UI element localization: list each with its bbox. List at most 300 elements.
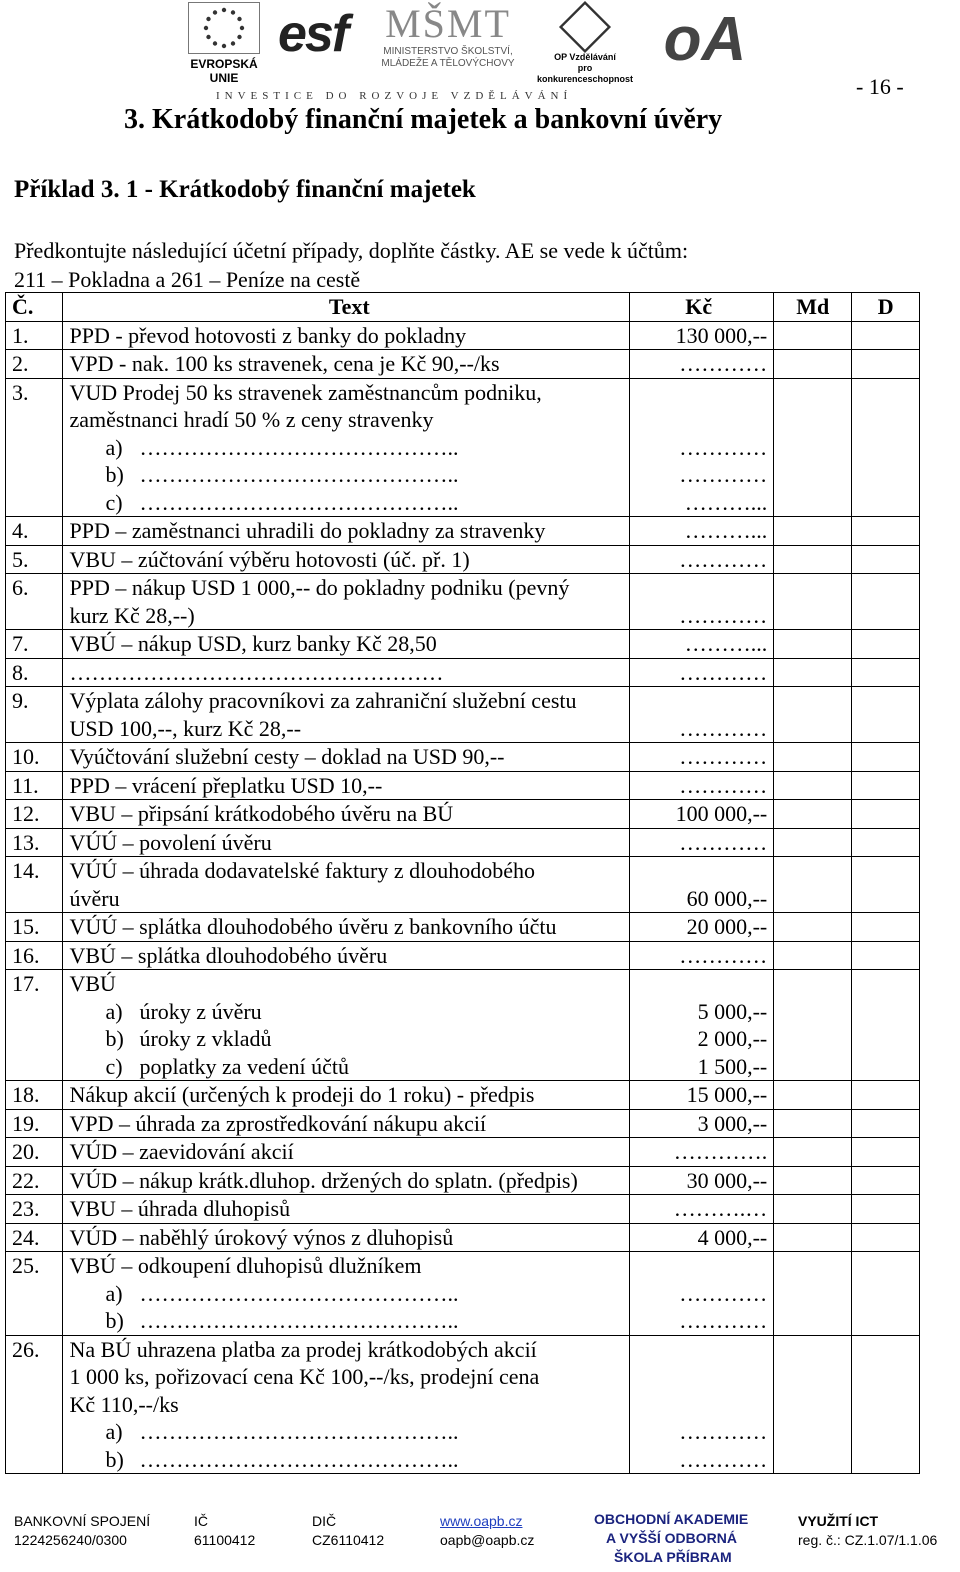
subitem-label: a) — [105, 1419, 123, 1444]
row-amount-line — [630, 1363, 767, 1391]
msmt-line-2: MLÁDEŽE A TĚLOVÝCHOVY — [381, 58, 515, 69]
header-d: D — [852, 293, 920, 322]
row-amount — [630, 771, 774, 800]
row-subitem — [69, 998, 629, 1026]
bank-value: 1224256240/0300 — [14, 1532, 127, 1548]
row-number: 20. — [6, 1138, 63, 1167]
row-text-line: Výplata zálohy pracovníkovi za zahraniční služební cestu — [69, 688, 577, 713]
row-md-cell[interactable] — [774, 1081, 852, 1110]
email-text: oapb@oapb.cz — [440, 1532, 535, 1548]
row-subitem — [69, 1280, 629, 1308]
row-amount — [630, 321, 774, 350]
footer — [0, 1508, 960, 1572]
row-text-line: VÚD – nákup krátk.dluhop. držených do splatn. (předpis) — [69, 1167, 578, 1193]
row-md-cell[interactable] — [774, 1223, 852, 1252]
row-d-cell[interactable] — [852, 800, 920, 829]
row-text — [63, 321, 630, 350]
oa-logo — [644, 0, 766, 82]
table-row — [6, 1252, 920, 1336]
row-d-cell[interactable] — [852, 658, 920, 687]
header-md: Md — [774, 293, 852, 322]
row-number: 2. — [6, 350, 63, 379]
intro-line-2: 211 – Pokladna a 261 – Peníze na cestě — [14, 267, 361, 292]
school-line-3: ŠKOLA PŘÍBRAM — [614, 1549, 732, 1565]
table-row — [6, 913, 920, 942]
table-row — [6, 941, 920, 970]
footer-ic — [194, 1512, 255, 1550]
header-kc: Kč — [630, 293, 774, 322]
row-amount-line: ………... — [684, 518, 768, 543]
row-md-cell[interactable] — [774, 941, 852, 970]
row-amount-line: 2 000,-- — [697, 1026, 768, 1051]
row-text — [63, 1081, 630, 1110]
row-text — [63, 630, 630, 659]
example-title: Příklad 3. 1 - Krátkodobý finanční majetek — [14, 176, 476, 203]
msmt-mark: MŠMT — [385, 1, 511, 46]
ledger-body — [6, 321, 920, 1474]
row-text-line: VBÚ – nákup USD, kurz banky Kč 28,50 — [69, 631, 437, 656]
row-subitem — [69, 1053, 629, 1081]
row-amount — [630, 1109, 774, 1138]
subitem-label: c) — [105, 1053, 123, 1079]
row-amount-line: ………... — [684, 489, 768, 515]
row-d-cell[interactable] — [852, 828, 920, 857]
row-md-cell[interactable] — [774, 517, 852, 546]
row-amount-line — [630, 406, 767, 434]
row-number: 1. — [6, 321, 63, 350]
row-amount-line: 20 000,-- — [686, 914, 768, 939]
footer-contact — [440, 1512, 534, 1550]
row-md-cell[interactable] — [774, 771, 852, 800]
row-text-line: VÚD – naběhlý úrokový výnos z dluhopisů — [69, 1224, 454, 1250]
row-amount — [630, 630, 774, 659]
row-amount — [630, 1166, 774, 1195]
row-amount — [630, 1335, 774, 1474]
table-row — [6, 545, 920, 574]
msmt-line-1: MINISTERSTVO ŠKOLSTVÍ, — [383, 46, 513, 57]
row-text — [63, 1166, 630, 1195]
row-text-line: VBÚ — [69, 971, 116, 996]
row-amount-line — [630, 1391, 767, 1419]
row-amount-line: ………… — [679, 772, 768, 798]
table-row — [6, 574, 920, 630]
chapter-title: 3. Krátkodobý finanční majetek a bankovní úvěry — [124, 104, 723, 135]
row-md-cell[interactable] — [774, 857, 852, 913]
table-header-row — [6, 293, 920, 322]
row-text-line: VBÚ – odkoupení dluhopisů dlužníkem — [69, 1253, 422, 1278]
row-d-cell[interactable] — [852, 378, 920, 517]
page-number: - 16 - — [856, 74, 904, 99]
use-ict-label: VYUŽITÍ ICT — [798, 1513, 879, 1529]
row-number: 11. — [6, 771, 63, 800]
row-amount-line: ………… — [679, 462, 768, 487]
row-amount — [630, 687, 774, 743]
row-text-line: úvěru — [69, 885, 120, 911]
footer-bank — [14, 1512, 150, 1550]
row-number: 10. — [6, 743, 63, 772]
row-amount-line: 30 000,-- — [686, 1167, 768, 1193]
row-md-cell[interactable] — [774, 574, 852, 630]
row-text — [63, 857, 630, 913]
row-number: 22. — [6, 1166, 63, 1195]
intro-text — [14, 236, 688, 294]
row-amount — [630, 1252, 774, 1336]
row-text-line: 1 000 ks, pořizovací cena Kč 100,--/ks, prodejní cena — [69, 1364, 540, 1389]
table-row — [6, 517, 920, 546]
subitem-text: …………………………………….. — [139, 462, 459, 487]
row-number: 23. — [6, 1195, 63, 1224]
row-text-line: VBU – zúčtování výběru hotovosti (úč. př. 1) — [69, 546, 470, 572]
row-md-cell[interactable] — [774, 350, 852, 379]
row-text — [63, 743, 630, 772]
subitem-text: …………………………………….. — [139, 489, 459, 515]
row-amount-line: ………… — [679, 546, 768, 572]
table-row — [6, 1223, 920, 1252]
row-amount-line: 60 000,-- — [686, 885, 768, 911]
row-amount — [630, 378, 774, 517]
row-amount-line: ………… — [679, 659, 768, 685]
row-amount-line — [630, 1336, 767, 1364]
row-text-line: Na BÚ uhrazena platba za prodej krátkodobých akcií — [69, 1336, 537, 1362]
row-amount — [630, 828, 774, 857]
row-number: 7. — [6, 630, 63, 659]
table-row — [6, 350, 920, 379]
row-d-cell[interactable] — [852, 1109, 920, 1138]
row-amount-line: ………… — [679, 1419, 768, 1444]
row-amount-line: 4 000,-- — [697, 1224, 768, 1250]
ic-label: IČ — [194, 1513, 208, 1529]
subitem-label: a) — [105, 998, 123, 1024]
table-row — [6, 378, 920, 517]
row-amount — [630, 658, 774, 687]
row-text — [63, 1335, 630, 1474]
row-number: 16. — [6, 941, 63, 970]
row-amount-line: ………... — [684, 631, 768, 656]
row-md-cell[interactable] — [774, 828, 852, 857]
row-text-line: VPD – úhrada za zprostředkování nákupu akcií — [69, 1110, 487, 1136]
row-text-line: VBÚ – splátka dlouhodobého úvěru — [69, 942, 388, 968]
row-number: 3. — [6, 378, 63, 517]
subitem-text: úroky z úvěru — [139, 998, 262, 1024]
row-amount — [630, 800, 774, 829]
row-number: 18. — [6, 1081, 63, 1110]
row-amount-line — [630, 857, 767, 885]
esf-label: esf — [278, 5, 348, 63]
row-amount — [630, 545, 774, 574]
row-amount-line: 5 000,-- — [697, 998, 768, 1024]
row-text — [63, 1138, 630, 1167]
row-text — [63, 913, 630, 942]
footer-dic — [312, 1512, 384, 1550]
row-text — [63, 828, 630, 857]
row-subitem — [69, 461, 629, 489]
row-d-cell[interactable] — [852, 1335, 920, 1474]
row-amount-line: …………. — [673, 1139, 768, 1164]
row-d-cell[interactable] — [852, 321, 920, 350]
row-text — [63, 771, 630, 800]
row-md-cell[interactable] — [774, 630, 852, 659]
row-amount-line: ………… — [679, 1308, 768, 1333]
row-number: 12. — [6, 800, 63, 829]
table-row — [6, 828, 920, 857]
row-md-cell[interactable] — [774, 800, 852, 829]
row-md-cell[interactable] — [774, 1252, 852, 1336]
row-amount — [630, 350, 774, 379]
oa-mark: oA — [663, 5, 747, 74]
row-d-cell[interactable] — [852, 771, 920, 800]
table-row — [6, 1335, 920, 1474]
row-text-line: …………………………………………… — [69, 659, 444, 685]
row-text-line: Kč 110,--/ks — [69, 1391, 179, 1417]
row-amount-line: 1 500,-- — [697, 1053, 768, 1079]
footer-ict — [798, 1512, 937, 1550]
table-row — [6, 1166, 920, 1195]
dic-label: DIČ — [312, 1513, 337, 1529]
row-text — [63, 1195, 630, 1224]
table-row — [6, 1195, 920, 1224]
subitem-text: …………………………………….. — [139, 1419, 459, 1444]
subitem-label: c) — [105, 489, 123, 515]
row-amount-line: ……….… — [673, 1196, 768, 1221]
row-text — [63, 574, 630, 630]
esf-logo — [278, 4, 364, 78]
row-text — [63, 378, 630, 517]
table-row — [6, 970, 920, 1081]
row-amount-line — [630, 574, 767, 602]
row-d-cell[interactable] — [852, 913, 920, 942]
op-logo — [530, 2, 640, 84]
row-number: 24. — [6, 1223, 63, 1252]
row-text — [63, 800, 630, 829]
bank-label: BANKOVNÍ SPOJENÍ — [14, 1513, 151, 1529]
subitem-label: b) — [105, 1446, 124, 1472]
row-text-line: VBU – úhrada dluhopisů — [69, 1196, 291, 1221]
row-amount — [630, 517, 774, 546]
row-number: 15. — [6, 913, 63, 942]
row-subitem — [69, 1418, 629, 1446]
op-diamond-icon — [559, 1, 611, 53]
row-amount-line: ………… — [679, 1280, 768, 1306]
row-subitem — [69, 1025, 629, 1053]
eu-logo — [176, 0, 272, 85]
row-number: 25. — [6, 1252, 63, 1336]
subitem-text: úroky z vkladů — [139, 1026, 272, 1051]
row-text-line: VÚD – zaevidování akcií — [69, 1139, 294, 1164]
row-amount — [630, 574, 774, 630]
school-name — [594, 1510, 748, 1567]
row-amount-line: 100 000,-- — [675, 801, 768, 826]
row-number: 14. — [6, 857, 63, 913]
row-amount-line — [630, 687, 767, 715]
row-amount-line: 130 000,-- — [675, 322, 768, 348]
row-text — [63, 1252, 630, 1336]
row-text-line: kurz Kč 28,--) — [69, 602, 195, 628]
row-amount — [630, 1195, 774, 1224]
row-text-line: PPD – nákup USD 1 000,-- do pokladny podniku (pevný — [69, 575, 570, 600]
row-d-cell[interactable] — [852, 687, 920, 743]
row-amount-line: ………… — [679, 1446, 768, 1472]
row-amount — [630, 941, 774, 970]
row-amount-line: ………… — [679, 715, 768, 741]
row-md-cell[interactable] — [774, 545, 852, 574]
table-row — [6, 658, 920, 687]
row-amount-line: ………… — [679, 434, 768, 460]
row-d-cell[interactable] — [852, 941, 920, 970]
row-text — [63, 941, 630, 970]
row-text-line: Vyúčtování služební cesty – doklad na USD 90,-- — [69, 744, 505, 769]
row-text-line: PPD - převod hotovosti z banky do pokladny — [69, 322, 467, 348]
row-amount — [630, 913, 774, 942]
row-subitem — [69, 489, 629, 517]
row-number: 6. — [6, 574, 63, 630]
investice-tagline: INVESTICE DO ROZVOJE VZDĚLÁVÁNÍ — [216, 90, 573, 102]
row-d-cell[interactable] — [852, 1138, 920, 1167]
row-amount-line: ………… — [679, 829, 768, 855]
row-md-cell[interactable] — [774, 1109, 852, 1138]
row-amount-line — [630, 379, 767, 407]
row-text-line: zaměstnanci hradí 50 % z ceny stravenky — [69, 407, 434, 432]
row-text — [63, 1223, 630, 1252]
row-text — [63, 687, 630, 743]
row-md-cell[interactable] — [774, 970, 852, 1081]
web-link[interactable]: www.oapb.cz — [440, 1513, 523, 1529]
row-text-line: VUD Prodej 50 ks stravenek zaměstnancům podniku, — [69, 379, 542, 405]
row-d-cell[interactable] — [852, 1252, 920, 1336]
header-logos — [0, 0, 960, 110]
row-subitem — [69, 434, 629, 462]
row-d-cell[interactable] — [852, 350, 920, 379]
row-subitem — [69, 1307, 629, 1335]
reg-value: reg. č.: CZ.1.07/1.1.06 — [798, 1532, 938, 1548]
table-row — [6, 800, 920, 829]
subitem-text: poplatky za vedení účtů — [139, 1053, 350, 1079]
row-text-line: Nákup akcií (určených k prodeji do 1 roku) - předpis — [69, 1082, 535, 1107]
row-d-cell[interactable] — [852, 1081, 920, 1110]
eu-flag-icon — [188, 2, 260, 54]
header-no: Č. — [6, 293, 63, 322]
row-amount — [630, 1081, 774, 1110]
row-number: 26. — [6, 1335, 63, 1474]
row-number: 9. — [6, 687, 63, 743]
msmt-logo — [368, 2, 528, 80]
row-text — [63, 517, 630, 546]
subitem-text: …………………………………….. — [139, 1308, 459, 1333]
table-row — [6, 1081, 920, 1110]
row-number: 13. — [6, 828, 63, 857]
subitem-label: a) — [105, 434, 123, 460]
row-md-cell[interactable] — [774, 687, 852, 743]
row-amount — [630, 857, 774, 913]
row-md-cell[interactable] — [774, 378, 852, 517]
subitem-label: a) — [105, 1280, 123, 1306]
row-number: 19. — [6, 1109, 63, 1138]
row-subitem — [69, 1446, 629, 1474]
row-number: 4. — [6, 517, 63, 546]
op-line-1: OP Vzdělávání — [554, 52, 616, 62]
row-d-cell[interactable] — [852, 630, 920, 659]
row-md-cell[interactable] — [774, 321, 852, 350]
row-text-line: PPD – vrácení přeplatku USD 10,-- — [69, 772, 383, 798]
row-text-line: VPD - nak. 100 ks stravenek, cena je Kč 90,--/ks — [69, 351, 500, 376]
intro-line-1: Předkontujte následující účetní případy, doplňte částky. AE se vede k účtům: — [14, 238, 689, 263]
row-amount — [630, 1138, 774, 1167]
row-md-cell[interactable] — [774, 913, 852, 942]
row-amount-line: 15 000,-- — [686, 1082, 768, 1107]
row-d-cell[interactable] — [852, 1166, 920, 1195]
row-d-cell[interactable] — [852, 857, 920, 913]
row-d-cell[interactable] — [852, 545, 920, 574]
table-row — [6, 743, 920, 772]
row-text — [63, 658, 630, 687]
row-amount-line: ………… — [679, 602, 768, 628]
row-number: 8. — [6, 658, 63, 687]
row-md-cell[interactable] — [774, 743, 852, 772]
row-amount — [630, 1223, 774, 1252]
row-d-cell[interactable] — [852, 1223, 920, 1252]
row-amount-line — [630, 970, 767, 998]
row-md-cell[interactable] — [774, 1166, 852, 1195]
row-number: 5. — [6, 545, 63, 574]
row-amount — [630, 970, 774, 1081]
subitem-text: …………………………………….. — [139, 1446, 459, 1472]
row-number: 17. — [6, 970, 63, 1081]
row-text-line: USD 100,--, kurz Kč 28,-- — [69, 715, 302, 741]
row-text-line: PPD – zaměstnanci uhradili do pokladny za stravenky — [69, 518, 546, 543]
subitem-text: …………………………………….. — [139, 434, 459, 460]
row-amount — [630, 743, 774, 772]
ledger-table — [5, 292, 920, 1474]
row-text-line: VÚÚ – povolení úvěru — [69, 829, 272, 855]
row-md-cell[interactable] — [774, 1195, 852, 1224]
row-d-cell[interactable] — [852, 517, 920, 546]
row-text-line: VÚÚ – úhrada dodavatelské faktury z dlouhodobého — [69, 858, 536, 883]
row-amount-line: 3 000,-- — [697, 1110, 768, 1136]
row-text-line: VÚÚ – splátka dlouhodobého úvěru z bankovního účtu — [69, 914, 557, 939]
table-row — [6, 630, 920, 659]
row-md-cell[interactable] — [774, 658, 852, 687]
header-text: Text — [63, 293, 630, 322]
table-row — [6, 321, 920, 350]
subitem-label: b) — [105, 462, 124, 487]
table-row — [6, 1109, 920, 1138]
school-line-2: A VYŠŠÍ ODBORNÁ — [606, 1530, 737, 1546]
row-text — [63, 1109, 630, 1138]
row-amount-line: ………… — [679, 351, 768, 376]
subitem-text: …………………………………….. — [139, 1280, 459, 1306]
row-amount-line: ………… — [679, 744, 768, 769]
row-d-cell[interactable] — [852, 970, 920, 1081]
subitem-label: b) — [105, 1308, 124, 1333]
row-md-cell[interactable] — [774, 1138, 852, 1167]
row-text — [63, 545, 630, 574]
row-text-line: VBU – připsání krátkodobého úvěru na BÚ — [69, 801, 454, 826]
row-d-cell[interactable] — [852, 1195, 920, 1224]
ic-value: 61100412 — [194, 1532, 256, 1548]
row-amount-line — [630, 1252, 767, 1280]
school-line-1: OBCHODNÍ AKADEMIE — [594, 1511, 749, 1527]
table-row — [6, 1138, 920, 1167]
table-row — [6, 687, 920, 743]
row-d-cell[interactable] — [852, 574, 920, 630]
row-md-cell[interactable] — [774, 1335, 852, 1474]
row-text — [63, 350, 630, 379]
op-line-2: pro konkurenceschopnost — [536, 63, 634, 84]
table-row — [6, 771, 920, 800]
dic-value: CZ6110412 — [312, 1532, 385, 1548]
subitem-label: b) — [105, 1026, 124, 1051]
table-row — [6, 857, 920, 913]
row-d-cell[interactable] — [852, 743, 920, 772]
